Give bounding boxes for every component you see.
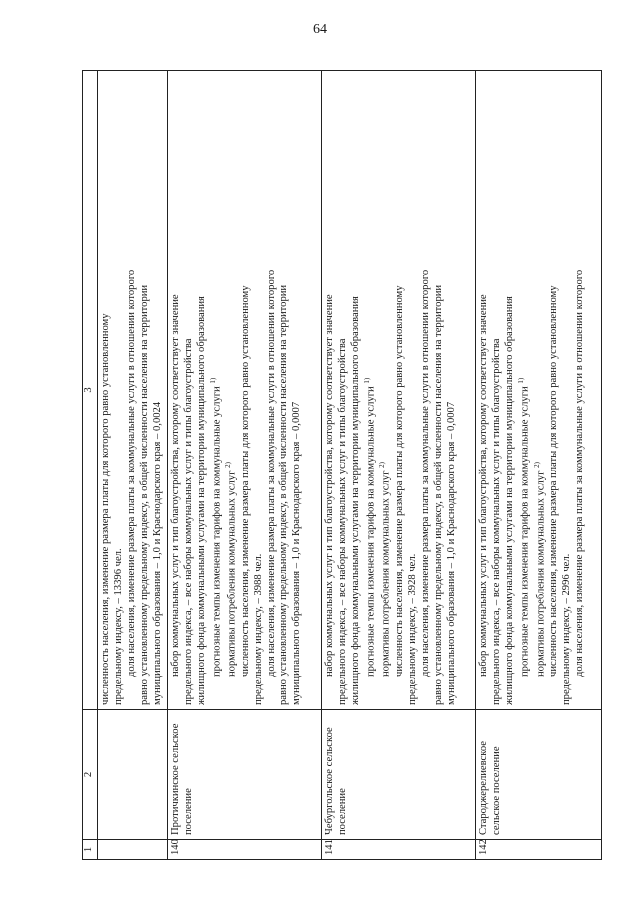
description-line: численность населения, изменение размера платы для которого равно установленному [548, 285, 560, 677]
description-line: предельного индекса, – все наборы коммунальных услуг и типы благоустройства [182, 338, 194, 705]
description-line: численность населения, изменение размера платы для которого равно установленному [239, 285, 251, 677]
page-number: 64 [313, 22, 327, 37]
rotated-table-container [82, 70, 602, 860]
cell-description [476, 71, 602, 710]
description-line: доля населения, изменение размера платы за коммунальные услуги в отношении которого [125, 269, 137, 677]
description-line: предельному индексу, – 3988 чел. [252, 553, 264, 705]
cell-number: 140 [168, 840, 322, 860]
description-line: жилищного фонда коммунальными услугами на территории муниципального образования [195, 296, 207, 705]
description-line: численность населения, изменение размера платы для которого равно установленному [100, 313, 111, 705]
description-line: прогнозные темпы изменения тарифов на коммунальные услуги $^{1)}$ [517, 377, 531, 677]
rotated-table-frame [82, 70, 602, 860]
description-line: нормативы потребления коммунальных услуг $^{2)}$ [378, 462, 392, 677]
description-line: муниципального образования – 1,0 и Краснодарского края – 0,0007 [291, 401, 303, 705]
description-line: предельному индексу, – 2996 чел. [561, 553, 572, 705]
cell-number: 142 [476, 840, 602, 860]
description-line: предельному индексу, – 13396 чел. [112, 548, 124, 705]
tariff-table [82, 70, 602, 860]
cell-settlement: Староджерелиевское сельское поселение [476, 710, 602, 840]
table-row-140 [168, 71, 322, 860]
description-line: жилищного фонда коммунальными услугами на территории муниципального образования [350, 296, 362, 705]
cell-settlement [98, 710, 168, 840]
description-line: муниципального образования – 1,0 и Краснодарского края – 0,0024 [151, 401, 163, 705]
description-line: нормативы потребления коммунальных услуг $^{2)}$ [532, 462, 547, 677]
description-line: доля населения, изменение размера платы за коммунальные услуги в отношении которого [265, 269, 277, 677]
cell-description [98, 71, 168, 710]
cell-settlement: Чебургольское сельское поселение [322, 710, 476, 840]
description-line: предельного индекса, – все наборы коммунальных услуг и типы благоустройства [337, 338, 349, 705]
cell-description [168, 71, 322, 710]
cell-description [322, 71, 476, 710]
description-line: равно установленному предельному индексу, в общей численности населения на территории [278, 284, 290, 705]
description-line: доля населения, изменение размера платы за коммунальные услуги в отношении которого [419, 269, 431, 677]
description-line: прогнозные темпы изменения тарифов на коммунальные услуги $^{1)}$ [208, 377, 223, 677]
header-col-1: 1 [83, 840, 98, 860]
description-line: набор коммунальных услуг и тип благоустройства, которому соответствует значение [170, 294, 181, 677]
header-col-3: 3 [83, 71, 98, 710]
cell-number: 141 [322, 840, 476, 860]
table-row-142 [476, 71, 602, 860]
description-line: равно установленному предельному индексу, в общей численности населения на территории [432, 284, 444, 705]
description-line: жилищного фонда коммунальными услугами на территории муниципального образования [504, 296, 516, 705]
description-line: равно установленному предельному индексу, в общей численности населения на территории [138, 284, 150, 705]
description-line: набор коммунальных услуг и тип благоустройства, которому соответствует значение [478, 294, 490, 677]
description-line: предельного индекса, – все наборы коммунальных услуг и типы благоустройства [491, 338, 503, 705]
description-line: нормативы потребления коммунальных услуг $^{2)}$ [224, 462, 238, 677]
table-row-141 [322, 71, 476, 860]
header-col-2: 2 [83, 710, 98, 840]
table-header-row [83, 71, 98, 860]
description-line: набор коммунальных услуг и тип благоустройства, которому соответствует значение [324, 294, 336, 677]
description-line: доля населения, изменение размера платы за коммунальные услуги в отношении которого [573, 269, 585, 677]
description-line: прогнозные темпы изменения тарифов на коммунальные услуги $^{1)}$ [362, 377, 377, 677]
description-line: предельному индексу, – 3928 чел. [406, 553, 418, 705]
cell-number [98, 840, 168, 860]
description-line: численность населения, изменение размера платы для которого равно установленному [393, 285, 405, 677]
cell-settlement: Протичкинское сельское поселение [168, 710, 322, 840]
table-row-continuation [98, 71, 168, 860]
description-line: муниципального образования – 1,0 и Краснодарского края – 0,0007 [445, 401, 457, 705]
